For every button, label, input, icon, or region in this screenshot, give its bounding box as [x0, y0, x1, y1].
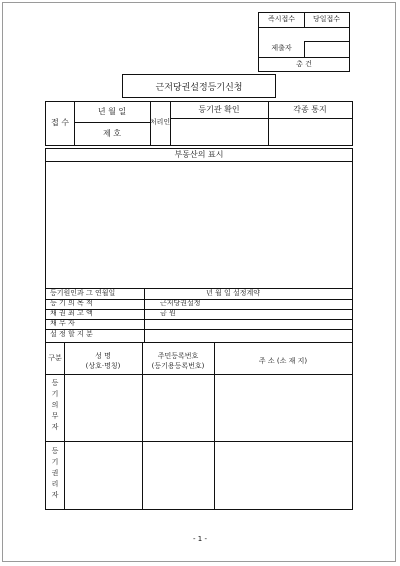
- field-value-purpose: 근저당권설정: [160, 299, 201, 307]
- field-label-debtor: 채 무 자: [50, 319, 75, 327]
- main-form-table: 부동산의 표시 등기원인과 그 연월일 년 월 일 설정계약 등 기 의 목 적 근저당권설정 채 권 최 고 액 금 원 채 무 자 설 정 할 지 분 구분 성 명 (상호·명칭) 주민등록번호 (등기용등록번호) 주 소 (소 재 지) 등 기 의 무 자 등 기 권 리 자: [45, 148, 353, 510]
- name-header-line1: 성 명: [95, 352, 111, 360]
- field-label-max-amount: 채 권 최 고 액: [50, 309, 93, 317]
- field-label-share: 설 정 할 지 분: [50, 330, 93, 338]
- total-count-label: 총 건: [296, 60, 312, 68]
- property-header: 부동산의 표시: [174, 150, 224, 159]
- id-header-line2: (등기용등록번호): [151, 362, 205, 370]
- same-day-receipt-label: 당일접수: [312, 15, 341, 23]
- field-label-purpose: 등 기 의 목 적: [50, 299, 93, 307]
- reception-table: [45, 101, 353, 146]
- id-header-line1: 주민등록번호: [157, 352, 199, 360]
- notices-label: 각종 통지: [293, 105, 327, 114]
- receipt-box: [258, 12, 350, 72]
- name-header-line2: (상호·명칭): [85, 362, 121, 370]
- reception-date: 년 월 일: [97, 107, 127, 116]
- field-label-cause: 등기원인과 그 연월일: [50, 289, 116, 297]
- immediate-receipt-label: 즉시접수: [267, 15, 296, 23]
- title-box: [122, 74, 276, 98]
- document-title: 근저당권설정등기신청: [155, 82, 243, 93]
- field-value-max-amount: 금 원: [160, 309, 176, 317]
- processor-label: 처리인: [149, 118, 171, 126]
- submitter-label: 제출자: [271, 44, 292, 52]
- division-header: 구분: [48, 354, 62, 362]
- page-number: - 1 -: [193, 535, 207, 543]
- field-value-cause: 년 월 일 설정계약: [206, 289, 261, 297]
- reception-label: 접 수: [51, 118, 69, 127]
- registrar-check-label: 등기관 확인: [198, 105, 240, 114]
- reception-number: 제 호: [103, 129, 121, 138]
- address-header: 주 소 (소 재 지): [258, 357, 308, 365]
